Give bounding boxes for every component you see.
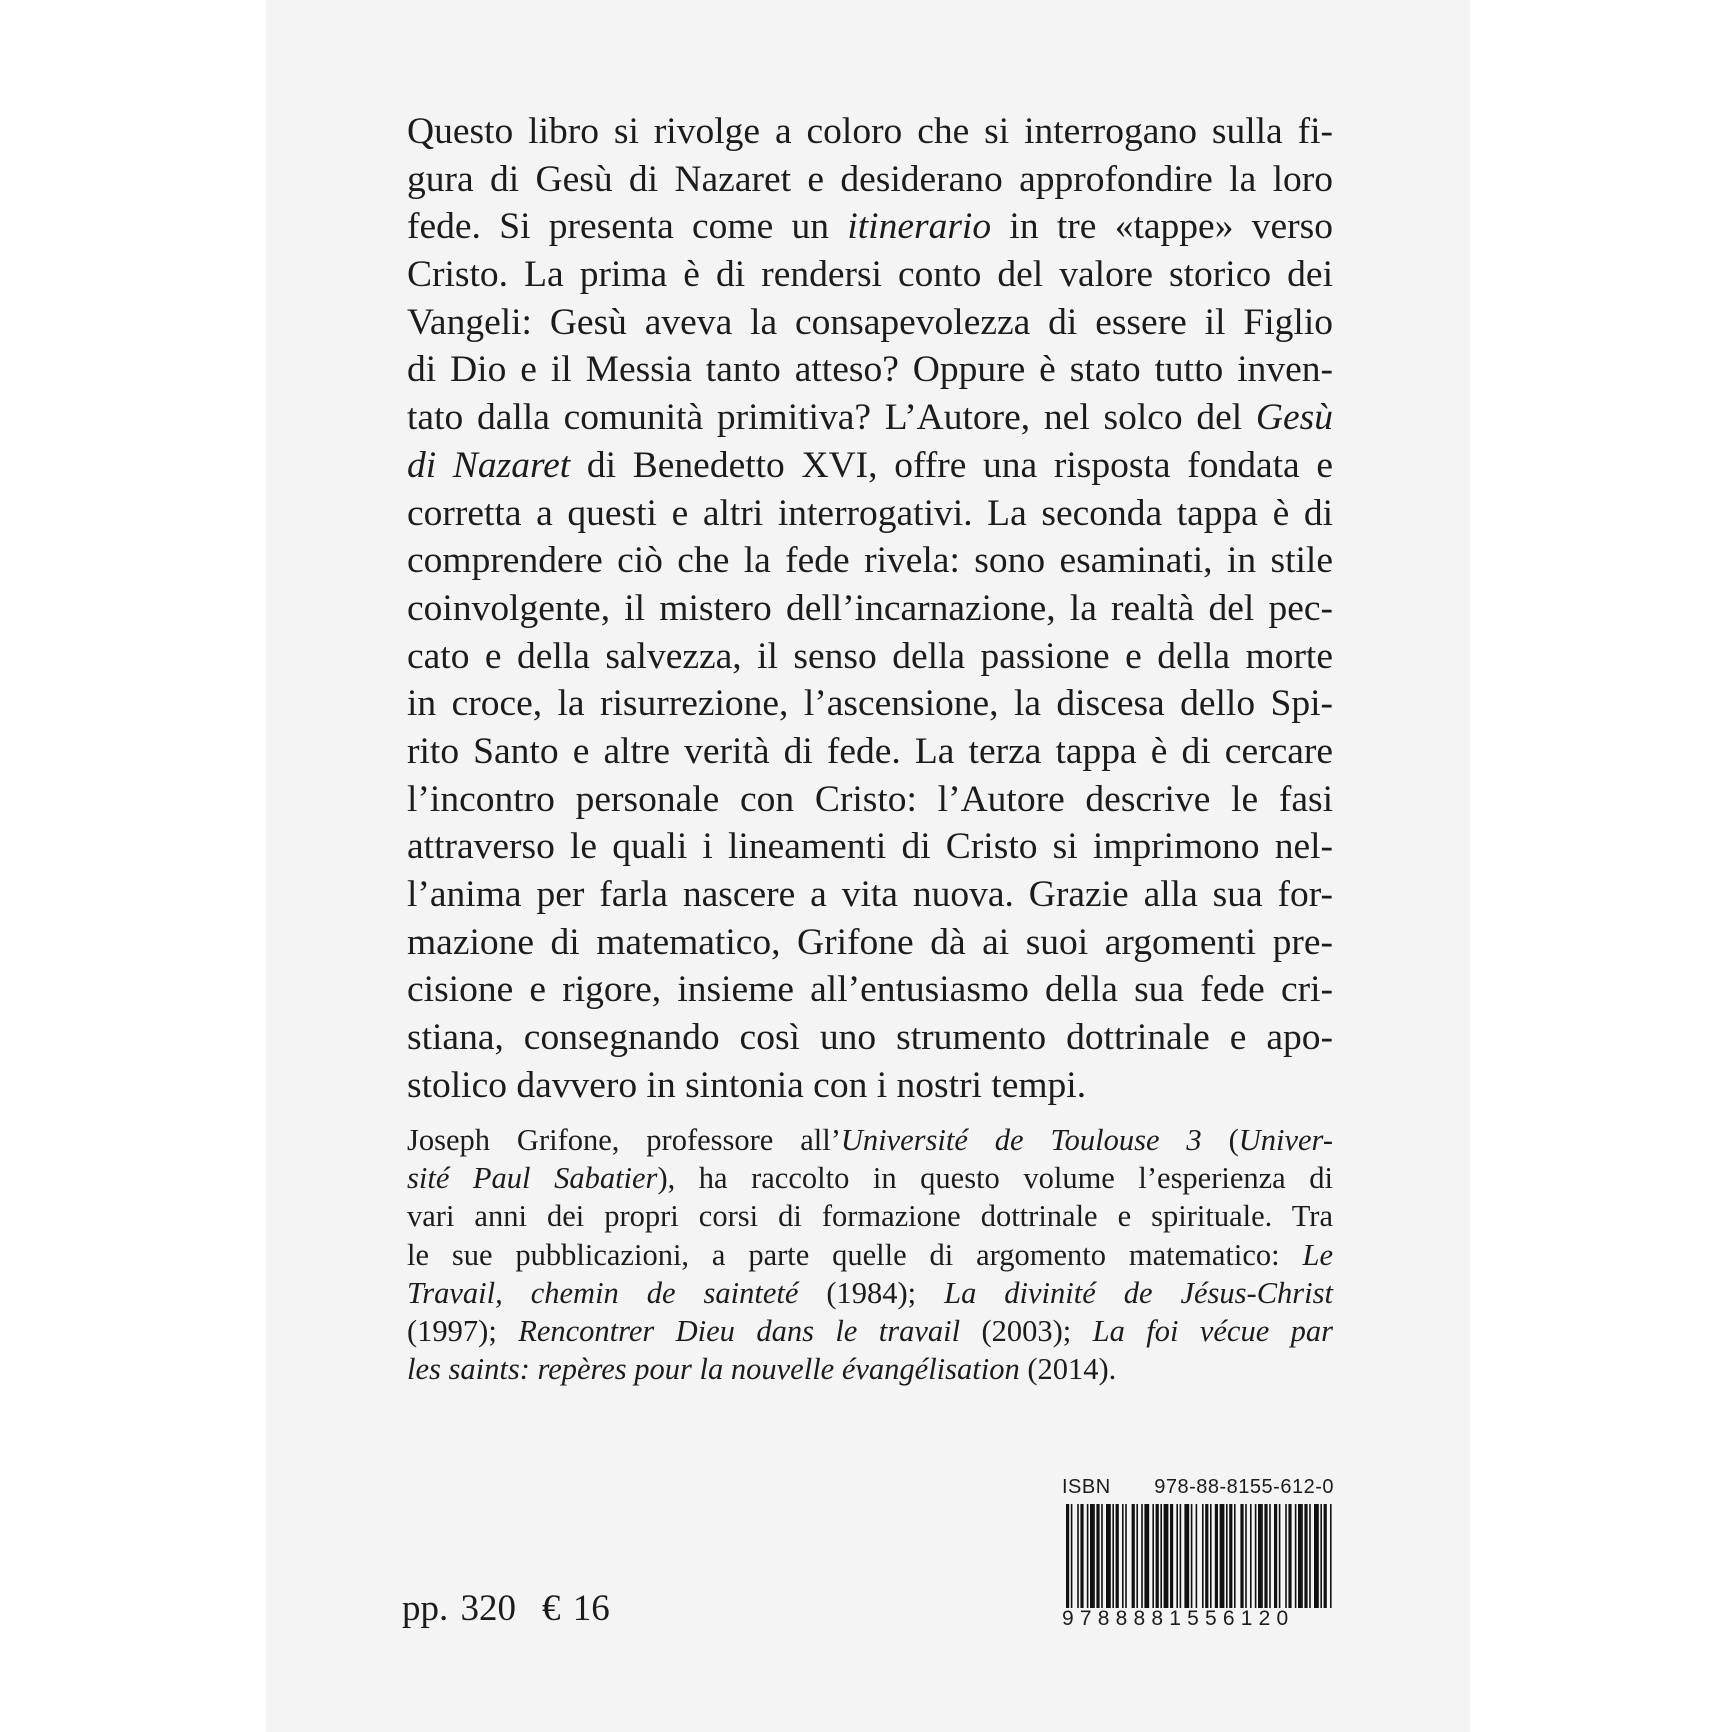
text-run: Cristo. La prima è di rendersi conto del valore storico dei <box>407 254 1333 296</box>
text-run: rito Santo e altre verità di fede. La terza tappa è di cercare <box>407 730 1333 772</box>
barcode-bar <box>1202 1504 1204 1608</box>
text-run: corretta a questi e altri interrogativi. La seconda tappa è di <box>407 492 1333 534</box>
text-run: tato dalla comunità primitiva? L’Autore, nel solco del <box>407 397 1256 439</box>
barcode-bar <box>1314 1504 1319 1608</box>
text-run: l’anima per farla nascere a vita nuova. Grazie alla sua for- <box>407 874 1333 915</box>
blurb-line <box>407 633 1333 681</box>
italic-run: Travail, chemin de sainteté <box>407 1275 799 1310</box>
barcode-bar <box>1144 1504 1149 1608</box>
blurb-line <box>407 871 1333 919</box>
barcode-bar <box>1090 1504 1095 1608</box>
barcode-bar <box>1106 1504 1111 1608</box>
barcode-bar <box>1101 1504 1103 1608</box>
bio-line <box>407 1274 1333 1312</box>
bio-line <box>407 1350 1333 1388</box>
text-run: cisione e rigore, insieme all’entusiasmo della sua fede cri- <box>407 969 1333 1011</box>
ean-digits: 9788881556120 <box>1062 1607 1295 1630</box>
text-run: comprendere ciò che la fede rivela: sono esaminati, in stile <box>407 540 1333 582</box>
text-run: fede. Si presenta come un <box>407 206 848 248</box>
barcode-bar <box>1309 1504 1311 1608</box>
text-run: Joseph Grifone, professore all’ <box>407 1123 841 1157</box>
italic-run: Le <box>1302 1237 1333 1272</box>
barcode-bar <box>1191 1504 1193 1608</box>
bio-line <box>407 1312 1333 1350</box>
blurb-text <box>407 108 1333 1109</box>
bio-line <box>407 1121 1333 1159</box>
barcode-bar <box>1080 1504 1083 1608</box>
text-run: di Benedetto XVI, offre una risposta fondata e <box>570 444 1334 486</box>
barcode-bar <box>1245 1504 1247 1608</box>
barcode-bar <box>1285 1504 1287 1608</box>
barcode-bar <box>1226 1504 1228 1608</box>
barcode-bar <box>1096 1504 1099 1608</box>
italic-run: La foi vécue par <box>1092 1313 1334 1348</box>
italic-run: Univer- <box>1238 1123 1333 1157</box>
barcode-bar <box>1087 1504 1089 1608</box>
italic-run: Gesù <box>1255 397 1333 439</box>
barcode-bar <box>1250 1504 1252 1608</box>
barcode-bar <box>1269 1504 1271 1608</box>
italic-run: les saints: repères pour la nouvelle évangélisation <box>407 1352 1020 1387</box>
barcode-bar <box>1122 1504 1124 1608</box>
barcode-bar <box>1184 1504 1189 1608</box>
barcode-bar <box>1298 1504 1303 1608</box>
barcode-bar <box>1152 1504 1154 1608</box>
blurb-line <box>407 251 1333 299</box>
barcode-bar <box>1205 1504 1208 1608</box>
text-run: (1997); <box>407 1313 519 1348</box>
text-run: attraverso le quali i lineamenti di Cristo si imprimono nel- <box>407 826 1333 868</box>
barcode-bar <box>1180 1504 1182 1608</box>
text-run: Vangeli: Gesù aveva la consapevolezza di essere il Figlio <box>407 301 1333 343</box>
text-run: gura di Gesù di Nazaret e desiderano approfondire la loro <box>407 158 1333 200</box>
barcode-bar <box>1132 1504 1135 1608</box>
isbn-label <box>1062 1474 1334 1500</box>
text-run: (2014). <box>1019 1352 1117 1387</box>
barcode-bar <box>1136 1504 1138 1608</box>
text-run: mazione di matematico, Grifone dà ai suoi argomenti pre- <box>407 921 1333 963</box>
barcode-bar <box>1274 1504 1277 1608</box>
blurb-line <box>407 490 1333 538</box>
barcode-bar <box>1330 1504 1332 1608</box>
bio-line <box>407 1197 1333 1235</box>
book-price: € 16 <box>542 1588 610 1629</box>
blurb-line <box>407 728 1333 776</box>
text-run: stiana, consegnando così uno strumento dottrinale e apo- <box>407 1017 1333 1059</box>
barcode-bar <box>1240 1504 1243 1608</box>
italic-run: sité Paul Sabatier <box>407 1161 658 1196</box>
barcode-icon <box>1062 1504 1334 1608</box>
italic-run: Rencontrer Dieu dans le travail <box>518 1313 961 1348</box>
barcode-bar <box>1234 1504 1236 1608</box>
barcode-bar <box>1258 1504 1263 1608</box>
text-run: l’incontro personale con Cristo: l’Autore descrive le fasi <box>407 778 1333 820</box>
text-run: ( <box>1201 1123 1239 1157</box>
blurb-line <box>407 680 1333 728</box>
barcode-bar <box>1229 1504 1232 1608</box>
blurb-line <box>407 966 1333 1014</box>
barcode-bar <box>1170 1504 1173 1608</box>
barcode-bar <box>1164 1504 1169 1608</box>
barcode-bar <box>1324 1504 1327 1608</box>
barcode-bar <box>1295 1504 1297 1608</box>
barcode-bar <box>1210 1504 1212 1608</box>
blurb-line <box>407 776 1333 824</box>
barcode-bar <box>1304 1504 1307 1608</box>
blurb-line <box>407 442 1333 490</box>
text-run: le sue pubblicazioni, a parte quelle di argomento matematico: <box>407 1237 1303 1272</box>
text-run: in croce, la risurrezione, l’ascensione, la discesa dello Spi- <box>407 683 1333 725</box>
blurb-line <box>407 919 1333 967</box>
blurb-line <box>407 1014 1333 1062</box>
blurb-line <box>407 585 1333 633</box>
barcode-bar <box>1279 1504 1281 1608</box>
text-run: Questo libro si rivolge a coloro che si interrogano sulla fi- <box>407 111 1333 152</box>
italic-run: di Nazaret <box>407 444 571 486</box>
italic-run: La divinité de Jésus-Christ <box>944 1275 1333 1310</box>
text-run: (2003); <box>960 1313 1093 1348</box>
isbn-block <box>1062 1474 1334 1632</box>
text-run: di Dio e il Messia tanto atteso? Oppure è stato tutto inven- <box>407 349 1333 391</box>
price-info <box>402 1587 610 1630</box>
italic-run: itinerario <box>847 206 992 248</box>
barcode-bar <box>1077 1504 1079 1608</box>
barcode-bar <box>1116 1504 1119 1608</box>
barcode-bar <box>1112 1504 1114 1608</box>
italic-run: Université de Toulouse 3 <box>840 1123 1202 1157</box>
bio-line <box>407 1159 1333 1197</box>
blurb-line <box>407 1062 1333 1110</box>
barcode-bar <box>1288 1504 1291 1608</box>
barcode-bar <box>1125 1504 1127 1608</box>
text-run: (1984); <box>798 1275 945 1310</box>
barcode-bar <box>1255 1504 1257 1608</box>
bio-line <box>407 1236 1333 1274</box>
blurb-line <box>407 299 1333 347</box>
blurb-line <box>407 203 1333 251</box>
isbn-number: 978-88-8155-612-0 <box>1154 1476 1334 1498</box>
text-run: stolico davvero in sintonia con i nostri tempi. <box>407 1064 1087 1106</box>
barcode-bar <box>1220 1504 1225 1608</box>
blurb-line <box>407 346 1333 394</box>
barcode-bar <box>1320 1504 1322 1608</box>
barcode-bar <box>1264 1504 1267 1608</box>
blurb-line <box>407 394 1333 442</box>
author-bio <box>407 1121 1333 1388</box>
barcode-bar <box>1196 1504 1198 1608</box>
isbn-prefix: ISBN <box>1062 1476 1111 1498</box>
blurb-line <box>407 156 1333 204</box>
page-count: pp. 320 <box>402 1588 516 1629</box>
barcode-bar <box>1071 1504 1073 1608</box>
text-run: coinvolgente, il mistero dell’incarnazione, la realtà del pec- <box>407 587 1333 629</box>
blurb-line <box>407 108 1333 156</box>
barcode-bar <box>1156 1504 1159 1608</box>
text-run: vari anni dei propri corsi di formazione dottrinale e spirituale. Tra <box>407 1199 1333 1234</box>
blurb-line <box>407 537 1333 585</box>
barcode-bar <box>1160 1504 1162 1608</box>
barcode-bar <box>1141 1504 1143 1608</box>
text-run: cato e della salvezza, il senso della passione e della morte <box>407 635 1333 677</box>
blurb-line <box>407 823 1333 871</box>
text-run: in tre «tappe» verso <box>991 206 1333 248</box>
barcode-bar <box>1215 1504 1218 1608</box>
text-run: ), ha raccolto in questo volume l’esperienza di <box>657 1161 1333 1196</box>
barcode-bar <box>1066 1504 1069 1608</box>
barcode-bar <box>1176 1504 1178 1608</box>
